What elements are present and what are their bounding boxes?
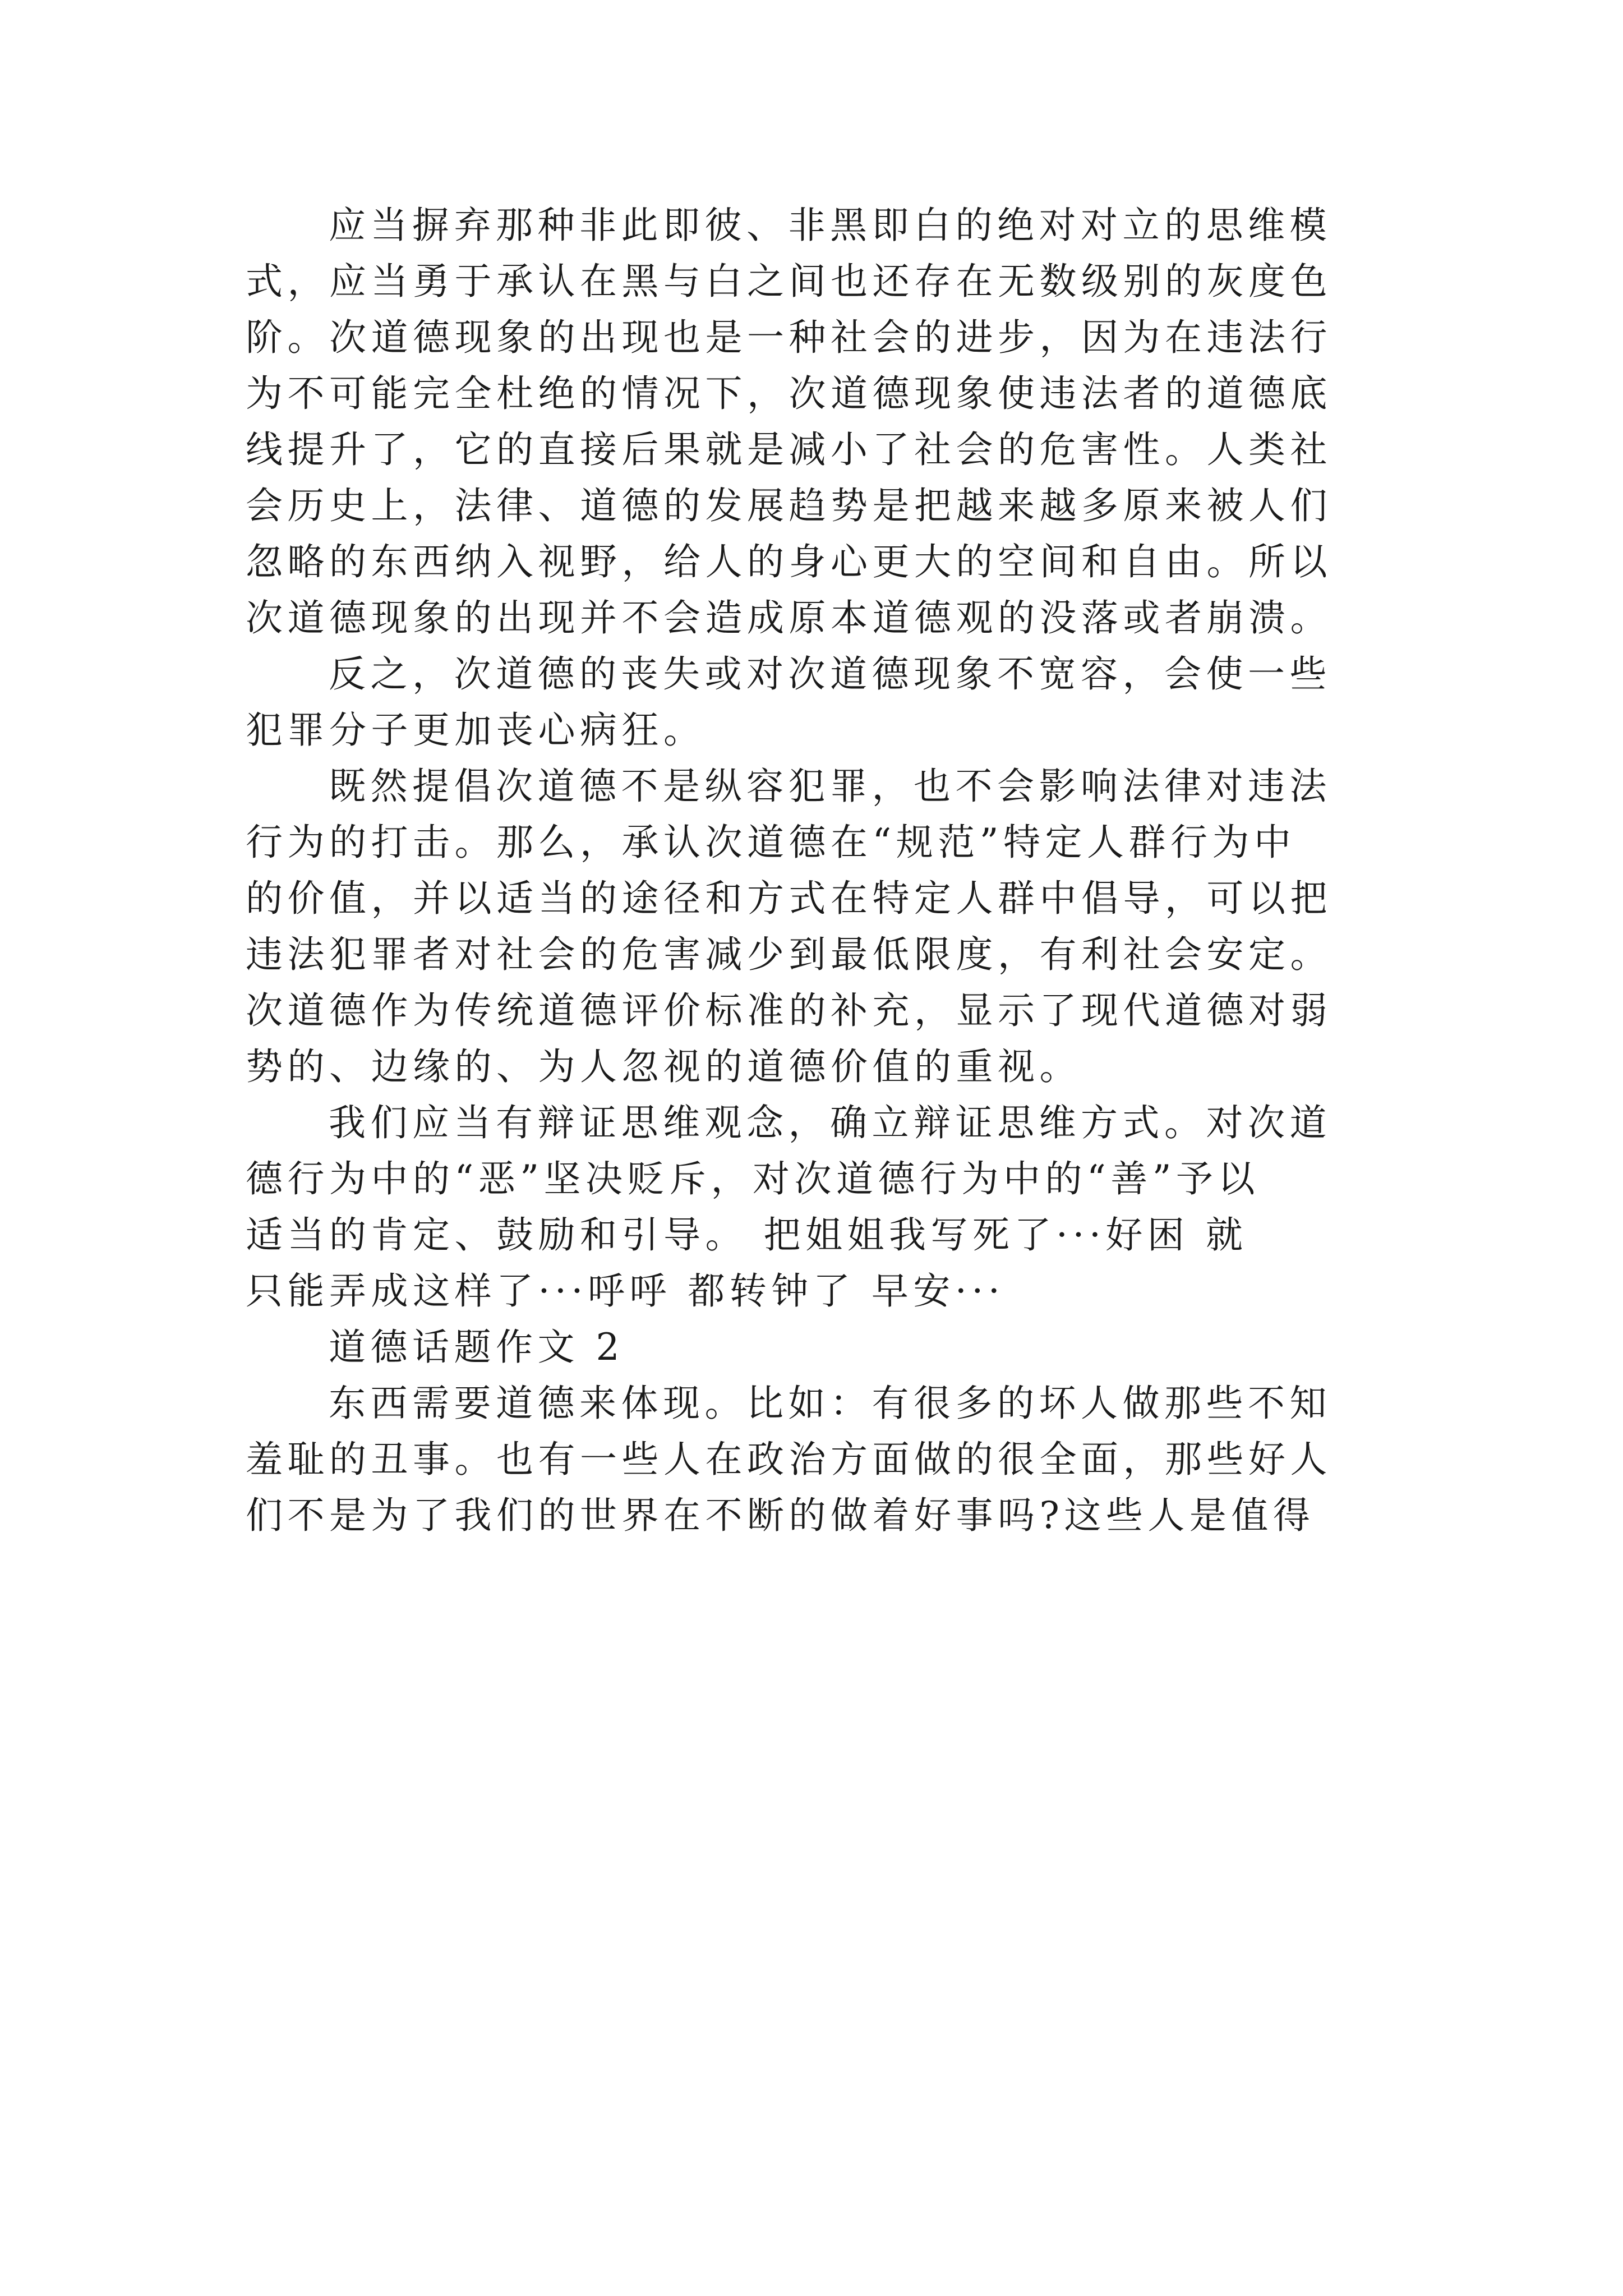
- text-line: 犯罪分子更加丧心病狂。: [246, 708, 706, 752]
- document-body: [246, 197, 1390, 1544]
- text-line: 只能弄成这样了···呼呼 都转钟了 早安···: [246, 1269, 1005, 1313]
- text-line: 忽略的东西纳入视野，给人的身心更大的空间和自由。所以: [246, 540, 1332, 583]
- text-line: 次道德现象的出现并不会造成原本道德观的没落或者崩溃。: [246, 596, 1332, 639]
- text-line: 行为的打击。那么，承认次道德在“规范”特定人群行为中: [246, 821, 1296, 864]
- text-line: 羞耻的丑事。也有一些人在政治方面做的很全面，那些好人: [246, 1438, 1332, 1481]
- paragraph-first-line: 应当摒弃那种非此即彼、非黑即白的绝对对立的思维模: [329, 204, 1331, 247]
- paragraph-first-line: 反之，次道德的丧失或对次道德现象不宽容，会使一些: [329, 652, 1331, 696]
- text-line: 势的、边缘的、为人忽视的道德价值的重视。: [246, 1045, 1081, 1088]
- text-line: 阶。次道德现象的出现也是一种社会的进步，因为在违法行: [246, 316, 1332, 359]
- text-line: 们不是为了我们的世界在不断的做着好事吗?这些人是值得: [246, 1494, 1315, 1537]
- text-line: 次道德作为传统道德评价标准的补充，显示了现代道德对弱: [246, 989, 1332, 1032]
- paragraph-first-line: 东西需要道德来体现。比如：有很多的坏人做那些不知: [329, 1382, 1331, 1425]
- text-line: 线提升了，它的直接后果就是减小了社会的危害性。人类社: [246, 428, 1332, 471]
- text-line: 会历史上，法律、道德的发展趋势是把越来越多原来被人们: [246, 484, 1332, 527]
- text-line: 违法犯罪者对社会的危害减少到最低限度，有利社会安定。: [246, 933, 1332, 976]
- text-line: 式，应当勇于承认在黑与白之间也还存在无数级别的灰度色: [246, 260, 1332, 303]
- text-line: 适当的肯定、鼓励和引导。 把姐姐我写死了···好困 就: [246, 1213, 1248, 1257]
- text-line: 的价值，并以适当的途径和方式在特定人群中倡导，可以把: [246, 877, 1332, 920]
- paragraph-first-line: 我们应当有辩证思维观念，确立辩证思维方式。对次道: [329, 1101, 1331, 1144]
- paragraph-first-line: 既然提倡次道德不是纵容犯罪，也不会影响法律对违法: [329, 765, 1331, 808]
- text-line: 德行为中的“恶”坚决贬斥，对次道德行为中的“善”予以: [246, 1157, 1260, 1200]
- text-line: 为不可能完全杜绝的情况下，次道德现象使违法者的道德底: [246, 372, 1332, 415]
- paragraph-first-line: 道德话题作文 2: [329, 1326, 624, 1369]
